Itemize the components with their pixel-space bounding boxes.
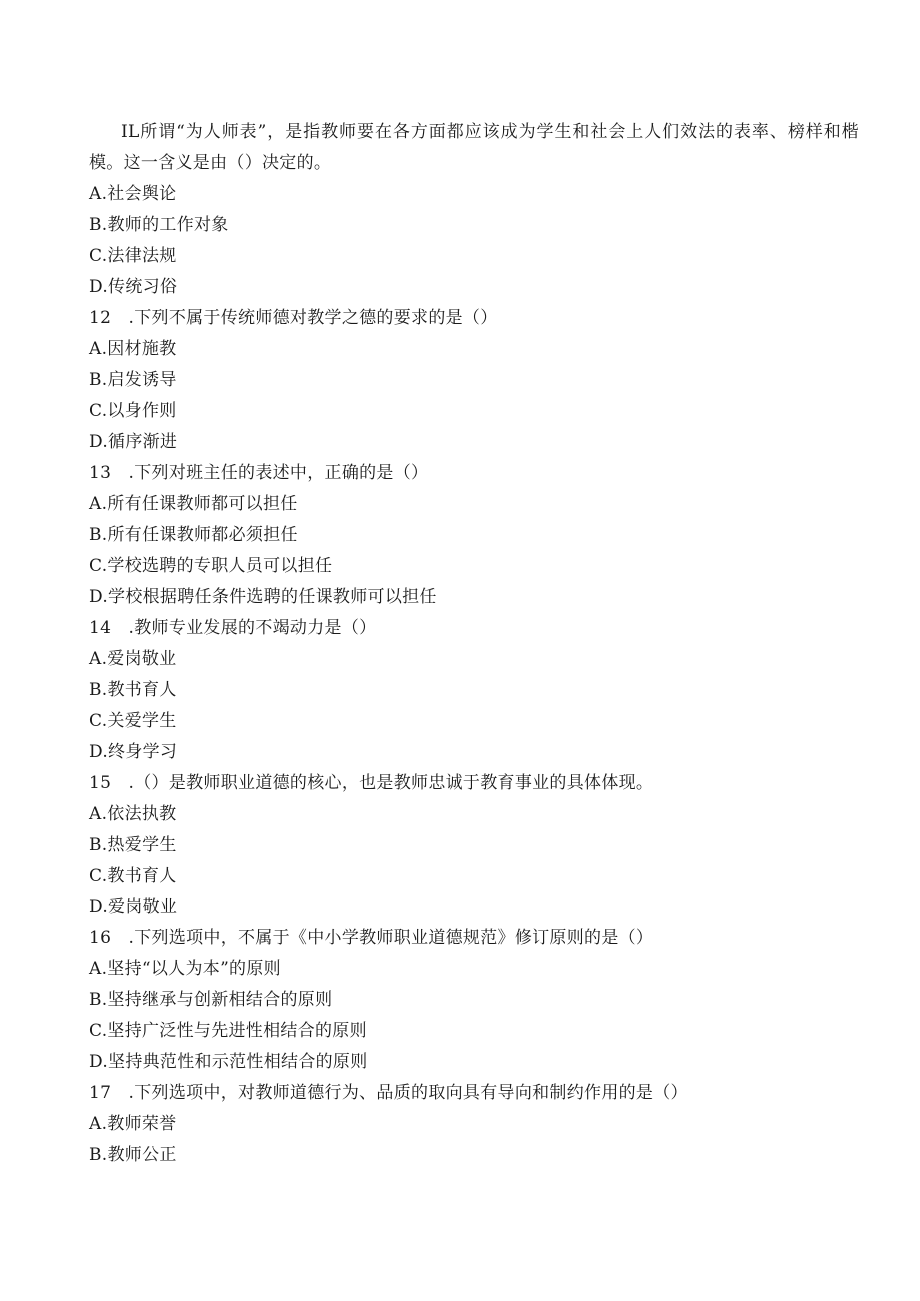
option-d: D.爱岗敬业 [89,897,178,917]
option-d: D.坚持典范性和示范性相结合的原则 [89,1052,368,1072]
option-c: C.法律法规 [89,246,177,266]
option-b: B.热爱学生 [89,835,177,855]
option-d: D.学校根据聘任条件选聘的任课教师可以担任 [89,587,437,607]
option-b: B.教师公正 [89,1145,177,1165]
question-14 [89,613,859,768]
question-12 [89,303,859,458]
question-stem: IL所谓“为人师表”，是指教师要在各方面都应该成为学生和社会上人们效法的表率、榜样和楷模。这一含义是由（）决定的。 [89,122,859,173]
option-b: B.所有任课教师都必须担任 [89,525,298,545]
question-stem: 16 .下列选项中，不属于《中小学教师职业道德规范》修订原则的是（） [89,928,654,948]
option-c: C.学校选聘的专职人员可以担任 [89,556,333,576]
question-stem: 15 .（）是教师职业道德的核心，也是教师忠诚于教育事业的具体体现。 [89,773,654,793]
option-a: A.因材施教 [89,339,177,359]
option-a: A.爱岗敬业 [89,649,177,669]
option-a: A.坚持“以人为本”的原则 [89,959,281,979]
option-b: B.教师的工作对象 [89,215,229,235]
option-a: A.社会舆论 [89,184,177,204]
question-stem: 13 .下列对班主任的表述中，正确的是（） [89,463,429,483]
question-15 [89,768,859,923]
option-b: B.启发诱导 [89,370,177,390]
option-b: B.坚持继承与创新相结合的原则 [89,990,333,1010]
question-stem: 14 .教师专业发展的不竭动力是（） [89,618,377,638]
question-stem: 17 .下列选项中，对教师道德行为、品质的取向具有导向和制约作用的是（） [89,1083,688,1103]
option-a: A.教师荣誉 [89,1114,177,1134]
option-c: C.关爱学生 [89,711,177,731]
question-13 [89,458,859,613]
document-body [89,117,859,1171]
option-d: D.传统习俗 [89,277,178,297]
option-c: C.坚持广泛性与先进性相结合的原则 [89,1021,367,1041]
option-a: A.依法执教 [89,804,177,824]
option-c: C.教书育人 [89,866,177,886]
question-11 [89,117,859,303]
option-d: D.循序渐进 [89,432,178,452]
option-d: D.终身学习 [89,742,178,762]
option-b: B.教书育人 [89,680,177,700]
option-c: C.以身作则 [89,401,177,421]
question-17 [89,1078,859,1171]
question-16 [89,923,859,1078]
option-a: A.所有任课教师都可以担任 [89,494,298,514]
question-stem: 12 .下列不属于传统师德对教学之德的要求的是（） [89,308,498,328]
